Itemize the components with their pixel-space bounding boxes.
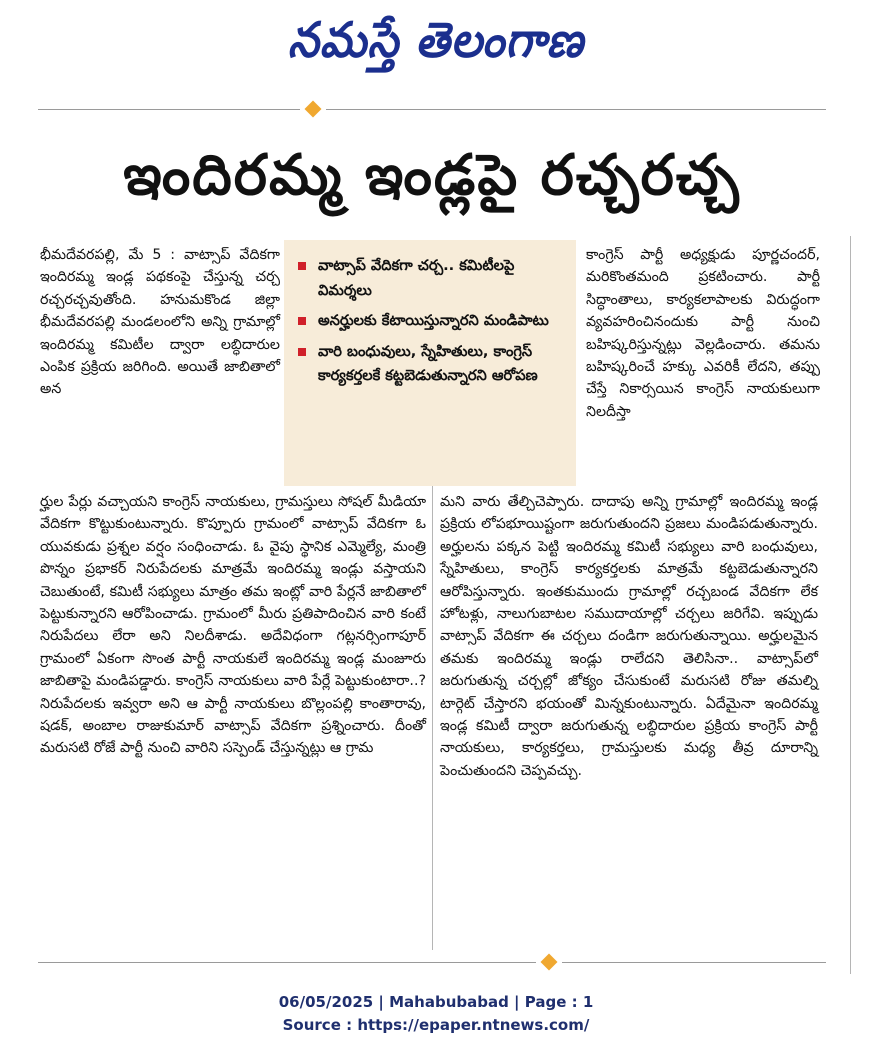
red-square-bullet-icon (298, 317, 306, 325)
highlights-box (284, 240, 576, 486)
highlight-item (296, 340, 566, 389)
bottom-rule-right (562, 962, 826, 963)
article-headline: ఇందిరమ్మ ఇండ్లపై రచ్చరచ్చ (123, 143, 741, 208)
highlight-text: వాట్సాప్ వేదికగా చర్చ.. కమిటీలపై విమర్శలు (318, 257, 515, 299)
article-column-right-top (586, 244, 820, 423)
article-paragraph: ర్హుల పేర్లు వచ్చాయని కాంగ్రెస్ నాయకులు, గ్రామస్తులు సోషల్ మీడియా వేదికగా కొట్టుకుంటున్నారు. కొప్పూరు గ్రామంలో వాట్సాప్ వేదికగా ఓ యువకుడు ప్రశ్నల వర్షం సంధించాడు. ఓ వైపు స్థానిక ఎమ్మెల్యే, మంత్రి పొన్నం ప్రభాకర్ నిరుపేదలకు మాత్రమే ఇందిరమ్మ ఇండ్లు వస్తాయని చెబుతుంటే, కమిటీ సభ్యులు మాత్రం తమ ఇంట్లో వారి పేర్లనే జాబితాలో పెట్టుకున్నారని ఆరోపించాడు. గ్రామంలో మీరు ప్రతిపాదించిన వారి కంటే నిరుపేదలు లేరా అని నిలదీశాడు. అదేవిధంగా గట్లనర్సింగాపూర్ గ్రామంలో ఏకంగా సొంత పార్టీ నాయకులే ఇందిరమ్మ ఇండ్ల మంజూరు జాబితాపై మండిపడ్డారు. కాంగ్రెస్ నాయకులు వారి పేర్లే పెట్టుకుంటారా..? నిరుపేదలకు ఇవ్వరా అని ఆ పార్టీ నాయకులు బొల్లంపల్లి కాంతారావు, షడక్, అంబాల రాజుకుమార్ వాట్సాప్ వేదికగా ప్రశ్నించారు. దీంతో మరుసటి రోజే పార్టీ నుంచి వారిని సస్పెండ్ చేస్తున్నట్లు ఆ గ్రామ (40, 494, 426, 757)
top-diamond-ornament (305, 101, 322, 118)
bottom-diamond-ornament (541, 954, 558, 971)
top-rule-left (38, 109, 300, 110)
article-column-left-top (40, 244, 280, 401)
article-paragraph: భీమదేవరపల్లి, మే 5 : వాట్సాప్ వేదికగా ఇందిరమ్మ ఇండ్ల పథకంపై చేస్తున్న చర్చ రచ్చరచ్చవుతోంది. హనుమకొండ జిల్లా భీమదేవరపల్లి మండలంలోని అన్ని గ్రామాల్లో ఇందిరమ్మ కమిటీల ద్వారా లబ్ధిదారుల ఎంపిక ప్రక్రియ జరిగింది. అయితే జాబితాలో అన (40, 247, 280, 398)
masthead (0, 6, 872, 76)
column-divider (432, 486, 433, 950)
article-column-right-bottom (440, 491, 818, 782)
article-paragraph: మని వారు తేల్చిచెప్పారు. దాదాపు అన్ని గ్రామాల్లో ఇందిరమ్మ ఇండ్ల ప్రక్రియ లోపభూయిష్టంగా జరుగుతుందని ప్రజలు మండిపడుతున్నారు. అర్హులను పక్కన పెట్టి ఇందిరమ్మ కమిటీ సభ్యులు వారి బంధువులు, స్నేహితులు, కాంగ్రెస్ కార్యకర్తలకు మాత్రమే కట్టబెడుతున్నారని ఆరోపిస్తున్నారు. ఇంతకుముందు గ్రామాల్లో రచ్చబండ వేదికగా లేక హోటళ్లు, నాలుగుబాటల సముదాయాల్లో చర్చలు జరిగేవి. ఇప్పుడు వాట్సాప్ వేదికగా ఈ చర్చలు దండిగా జరుగుతున్నాయి. అర్హులమైన తమకు ఇందిరమ్మ ఇండ్లు రాలేదని తెలిసినా.. వాట్సాప్‌లో జరుగుతున్న చర్చల్లో జోక్యం చేసుకుంటే మరుసటి రోజు తమల్ని టార్గెట్ చేస్తారని భయంతో మిన్నకుంటున్నారు. ఏదేమైనా ఇందిరమ్మ ఇండ్ల కమిటీ ద్వారా జరుగుతున్న లబ్ధిదారుల ప్రక్రియ కాంగ్రెస్ పార్టీ నాయకులు, కార్యకర్తలు, గ్రామస్తులకు మధ్య తీవ్ర దూరాన్ని పెంచుతుందని చెప్పవచ్చు. (440, 494, 818, 779)
footer-source: Source : https://epaper.ntnews.com/ (282, 1016, 590, 1034)
top-rule-right (326, 109, 826, 110)
highlight-item (296, 254, 566, 303)
masthead-title: నమస్తే తెలంగాణ (287, 12, 585, 69)
article-column-left-bottom (40, 491, 426, 760)
bottom-rule-left (38, 962, 536, 963)
red-square-bullet-icon (298, 262, 306, 270)
highlight-item (296, 309, 566, 334)
article-paragraph: కాంగ్రెస్ పార్టీ అధ్యక్షుడు పూర్ణచందర్, మరికొంతమంది ప్రకటించారు. పార్టీ సిద్ధాంతాలు, కార్యకలాపాలకు విరుద్ధంగా వ్యవహరించినందుకు పార్టీ నుంచి బహిష్కరిస్తున్నట్లు వెల్లడించారు. తమను బహిష్కరించే హక్కు ఎవరికీ లేదని, తప్పు చేస్తే నికార్సయిన కాంగ్రెస్ నాయకులుగా నిలదీస్తా (586, 247, 820, 420)
footer-date-edition: 06/05/2025 | Mahabubabad | Page : 1 (278, 993, 594, 1011)
highlight-text: వారి బంధువులు, స్నేహితులు, కాంగ్రెస్ కార్యకర్తలకే కట్టబెడుతున్నారని ఆరోపణ (318, 342, 538, 384)
highlight-text: అనర్హులకు కేటాయిస్తున్నారని మండిపాటు (318, 312, 549, 329)
red-square-bullet-icon (298, 348, 306, 356)
page-edge-divider (850, 236, 851, 974)
